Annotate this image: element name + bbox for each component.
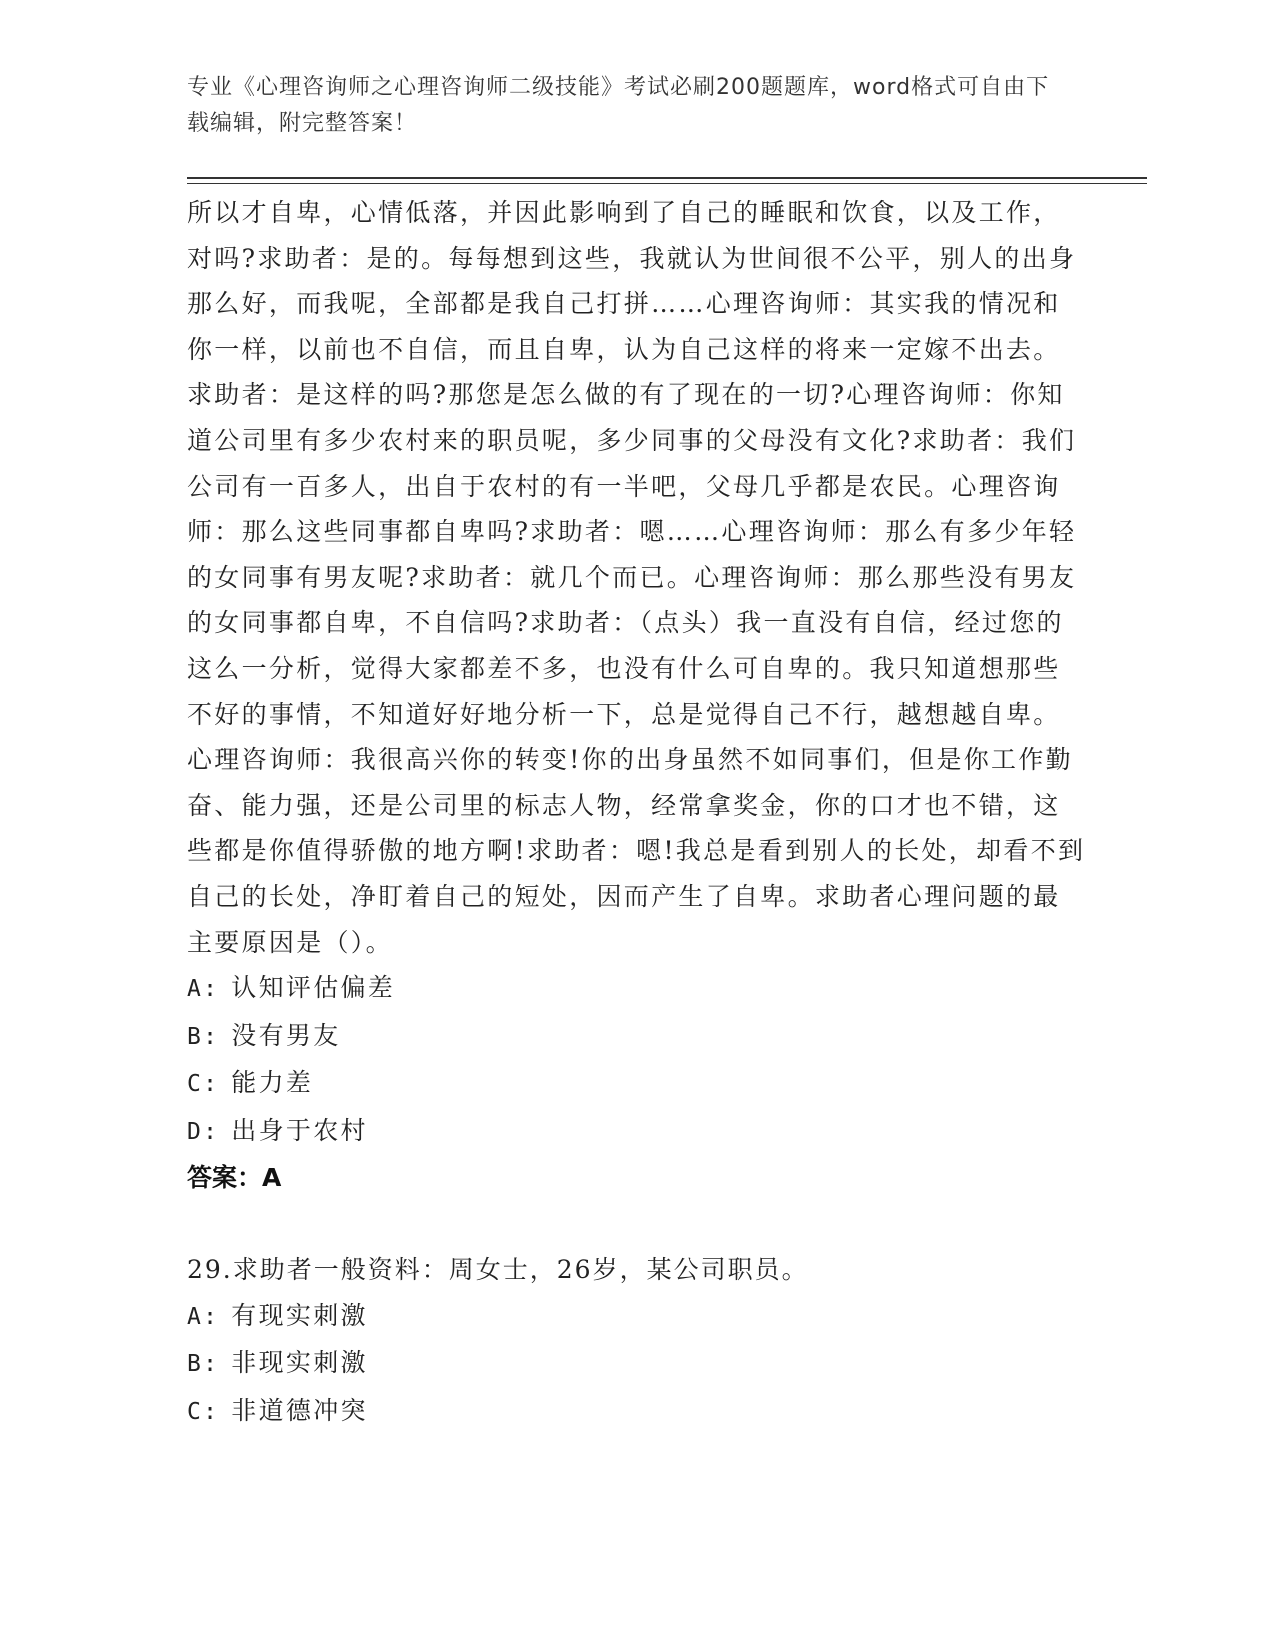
question-stem: 29.求助者一般资料：周女士，26岁，某公司职员。 [187,1255,809,1285]
option-letter: A: [187,976,220,1003]
option-text: 非现实刺激 [231,1348,368,1378]
option-text: 非道德冲突 [231,1395,368,1425]
question-29 [187,1247,1087,1435]
page-header: 专业《心理咨询师之心理咨询师二级技能》考试必刷200题题库，word格式可自由下载编辑，附完整答案！ [187,75,1050,136]
option-d [187,1108,1087,1156]
question-stem: 所以才自卑，心情低落，并因此影响到了自己的睡眠和饮食，以及工作，对吗?求助者：是的。每每想到这些，我就认为世间很不公平，别人的出身那么好，而我呢，全部都是我自己打拼……心理咨询师：其实我的情况和你一样，以前也不自信，而且自卑，认为自己这样的将来一定嫁不出去。求助者：是这样的吗?那您是怎么做的有了现在的一切?心理咨询师：你知道公司里有多少农村来的职员呢，多少同事的父母没有文化?求助者：我们公司有一百多人，出自于农村的有一半吧，父母几乎都是农民。心理咨询师：那么这些同事都自卑吗?求助者：嗯……心理咨询师：那么有多少年轻的女同事有男友呢?求助者：就几个而已。心理咨询师：那么那些没有男友的女同事都自卑，不自信吗?求助者：（点头）我一直没有自信，经过您的这么一分析，觉得大家都差不多，也没有什么可自卑的。我只知道想那些不好的事情，不知道好好地分析一下，总是觉得自己不行，越想越自卑。心理咨询师：我很高兴你的转变!你的出身虽然不如同事们，但是你工作勤奋、能力强，还是公司里的标志人物，经常拿奖金，你的口才也不错，这些都是你值得骄傲的地方啊!求助者：嗯!我总是看到别人的长处，却看不到自己的长处，净盯着自己的短处，因而产生了自卑。求助者心理问题的最主要原因是（）。 [187,198,1086,957]
option-letter: C: [187,1071,220,1098]
option-text: 有现实刺激 [231,1300,368,1330]
option-letter: A: [187,1303,220,1330]
header-divider-thin [187,183,1147,184]
question-spacer [187,1201,1087,1247]
header-divider-thick [187,177,1147,179]
option-text: 没有男友 [231,1020,341,1050]
option-text: 出身于农村 [231,1115,368,1145]
option-c [187,1388,1087,1436]
document-content [187,190,1087,1435]
option-letter: B: [187,1351,220,1378]
option-c [187,1060,1087,1108]
question-28 [187,190,1087,1201]
option-letter: C: [187,1398,220,1425]
option-a [187,965,1087,1013]
option-b [187,1013,1087,1061]
option-letter: B: [187,1023,220,1050]
answer-line: 答案：A [187,1163,282,1193]
option-b [187,1340,1087,1388]
option-a [187,1293,1087,1341]
option-letter: D: [187,1118,220,1145]
option-text: 能力差 [231,1068,314,1098]
option-text: 认知评估偏差 [231,973,396,1003]
